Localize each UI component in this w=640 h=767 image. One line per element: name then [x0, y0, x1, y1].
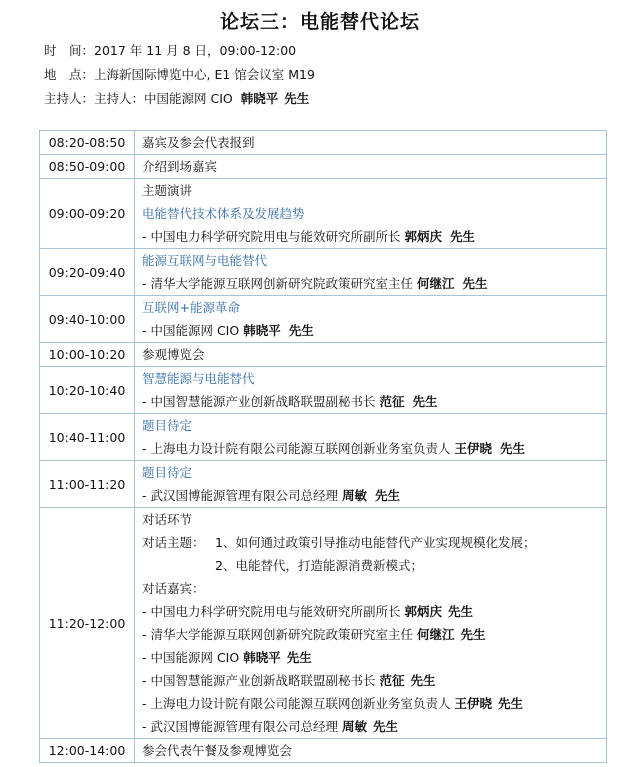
- page-title: 论坛三：电能替代论坛: [219, 11, 420, 33]
- talk-topic: 智慧能源与电能替代: [142, 371, 255, 386]
- dialogue-topic: [142, 531, 600, 554]
- speaker-org: - 上海电力设计院有限公司能源互联网创新业务室负责人: [142, 441, 451, 456]
- content-cell: [135, 508, 607, 739]
- time-cell: 08:20-08:50: [40, 131, 135, 155]
- speaker: [142, 437, 600, 460]
- session-title: 对话环节: [142, 512, 193, 527]
- speaker-org: - 武汉国博能源管理有限公司总经理: [142, 488, 338, 503]
- speaker: [142, 319, 600, 342]
- dialogue-topic: [142, 554, 600, 577]
- talk-topic: 题目待定: [142, 418, 193, 433]
- guest-name: 韩晓平: [243, 650, 281, 665]
- dialogue-topic-1: 1、如何通过政策引导推动电能替代产业实现规模化发展；: [215, 535, 536, 550]
- time-cell: 10:00-10:20: [40, 343, 135, 367]
- speaker: [142, 484, 600, 507]
- guest-name: 郭炳庆: [404, 604, 443, 619]
- table-row: [40, 508, 607, 739]
- speaker-name: 何继江: [417, 276, 455, 291]
- guest: [142, 600, 600, 623]
- meta-place: [44, 65, 315, 83]
- host-honor: 先生: [284, 91, 310, 106]
- table-row: [40, 739, 607, 763]
- host-label: 主持人：: [44, 91, 95, 106]
- guest-org: - 上海电力设计院有限公司能源互联网创新业务室负责人: [142, 696, 451, 711]
- time-label: 时 间：: [44, 43, 95, 58]
- content-cell: [135, 414, 607, 461]
- speaker-honor: 先生: [450, 229, 476, 244]
- table-row: [40, 179, 607, 249]
- table-row: [40, 131, 607, 155]
- meta-host: [44, 89, 309, 107]
- guest-org: - 中国电力科学研究院用电与能效研究所副所长: [142, 604, 401, 619]
- place-value: 上海新国际博览中心, E1 馆会议室 M19: [94, 67, 315, 82]
- speaker: [142, 272, 600, 295]
- time-cell: 10:40-11:00: [40, 414, 135, 461]
- speaker-honor: 先生: [288, 323, 314, 338]
- speaker-honor: 先生: [412, 394, 438, 409]
- time-cell: 11:20-12:00: [40, 508, 135, 739]
- meta-time: [44, 41, 296, 59]
- speaker-org: - 中国电力科学研究院用电与能效研究所副所长: [142, 229, 401, 244]
- guest-name: 范征: [379, 673, 405, 688]
- guest: [142, 715, 600, 738]
- content-cell: [135, 249, 607, 296]
- guest-honor: 先生: [460, 627, 486, 642]
- session-title: 主题演讲: [142, 183, 193, 198]
- speaker: [142, 390, 600, 413]
- guest-org: - 中国能源网 CIO: [142, 650, 240, 665]
- content-cell: [135, 131, 607, 155]
- speaker-honor: 先生: [375, 488, 401, 503]
- guest: [142, 623, 600, 646]
- time-value: 2017 年 11 月 8 日，09:00-12:00: [94, 43, 297, 58]
- schedule-table: [39, 130, 607, 763]
- speaker-honor: 先生: [462, 276, 488, 291]
- guest: [142, 646, 600, 669]
- time-cell: 10:20-10:40: [40, 367, 135, 414]
- content-cell: [135, 155, 607, 179]
- speaker-honor: 先生: [500, 441, 526, 456]
- table-row: [40, 343, 607, 367]
- table-row: [40, 414, 607, 461]
- guest-org: - 中国智慧能源产业创新战略联盟副秘书长: [142, 673, 376, 688]
- guest-name: 何继江: [417, 627, 455, 642]
- guest-org: - 清华大学能源互联网创新研究院政策研究室主任: [142, 627, 413, 642]
- session-title: 嘉宾及参会代表报到: [142, 135, 255, 150]
- guest: [142, 692, 600, 715]
- speaker-name: 周敏: [342, 488, 368, 503]
- speaker-name: 郭炳庆: [404, 229, 443, 244]
- speaker-name: 韩晓平: [243, 323, 281, 338]
- time-cell: 09:00-09:20: [40, 179, 135, 249]
- content-cell: [135, 461, 607, 508]
- content-cell: [135, 739, 607, 763]
- guest-honor: 先生: [448, 604, 474, 619]
- place-label: 地 点：: [44, 67, 95, 82]
- guest-honor: 先生: [373, 719, 399, 734]
- guest-org: - 武汉国博能源管理有限公司总经理: [142, 719, 338, 734]
- speaker-name: 范征: [379, 394, 405, 409]
- session-title: 介绍到场嘉宾: [142, 159, 218, 174]
- guest-name: 周敏: [342, 719, 368, 734]
- speaker: [142, 225, 600, 248]
- host-name: 韩晓平: [240, 91, 279, 106]
- session-title: 参会代表午餐及参观博览会: [142, 743, 293, 758]
- guest-name: 王伊晓: [454, 696, 493, 711]
- table-row: [40, 155, 607, 179]
- table-row: [40, 461, 607, 508]
- host-value: 主持人：中国能源网 CIO: [94, 91, 233, 106]
- talk-topic: 电能替代技术体系及发展趋势: [142, 206, 305, 221]
- table-row: [40, 249, 607, 296]
- dialogue-topic-label: 对话主题：: [142, 535, 205, 550]
- guest-honor: 先生: [410, 673, 436, 688]
- time-cell: 09:40-10:00: [40, 296, 135, 343]
- speaker-org: - 清华大学能源互联网创新研究院政策研究室主任: [142, 276, 413, 291]
- content-cell: [135, 179, 607, 249]
- time-cell: 08:50-09:00: [40, 155, 135, 179]
- guest-honor: 先生: [498, 696, 524, 711]
- talk-topic: 互联网+能源革命: [142, 300, 240, 315]
- dialogue-topic-2: 2、电能替代，打造能源消费新模式；: [215, 558, 423, 573]
- guest-honor: 先生: [286, 650, 312, 665]
- session-title: 参观博览会: [142, 347, 205, 362]
- dialogue-guests-label: 对话嘉宾：: [142, 581, 205, 596]
- time-cell: 09:20-09:40: [40, 249, 135, 296]
- time-cell: 12:00-14:00: [40, 739, 135, 763]
- speaker-name: 王伊晓: [454, 441, 493, 456]
- table-row: [40, 367, 607, 414]
- time-cell: 11:00-11:20: [40, 461, 135, 508]
- speaker-org: - 中国能源网 CIO: [142, 323, 240, 338]
- content-cell: [135, 343, 607, 367]
- table-row: [40, 296, 607, 343]
- content-cell: [135, 296, 607, 343]
- guest: [142, 669, 600, 692]
- talk-topic: 能源互联网与电能替代: [142, 253, 268, 268]
- content-cell: [135, 367, 607, 414]
- speaker-org: - 中国智慧能源产业创新战略联盟副秘书长: [142, 394, 376, 409]
- talk-topic: 题目待定: [142, 465, 193, 480]
